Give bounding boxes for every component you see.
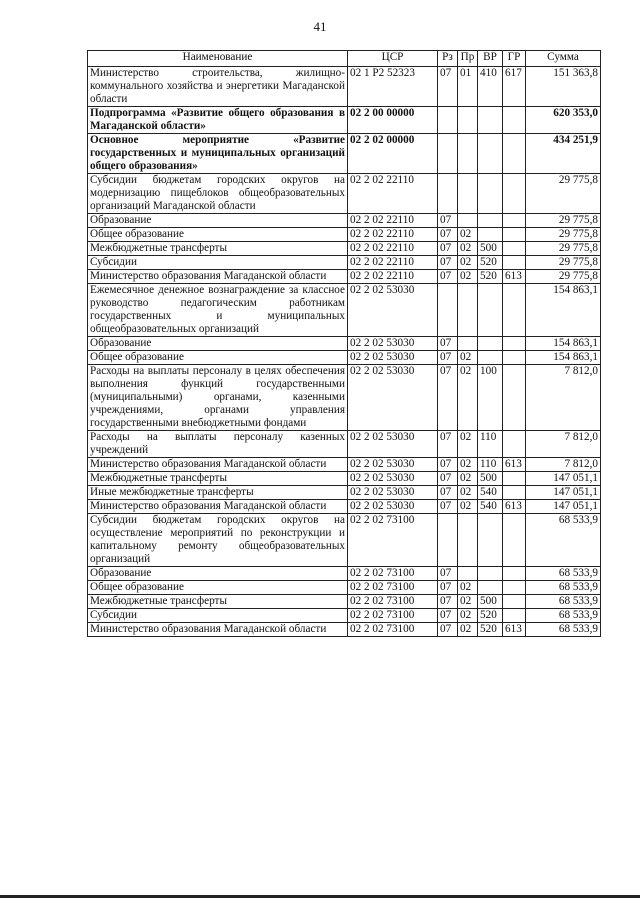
cell-csr: 02 1 Р2 52323 <box>348 67 438 107</box>
table-body <box>88 67 601 637</box>
table-row <box>88 351 601 365</box>
cell-vr <box>478 284 503 337</box>
cell-rz: 07 <box>438 458 458 472</box>
cell-vr <box>478 107 503 134</box>
cell-gr <box>503 107 526 134</box>
cell-sum: 29 775,8 <box>526 256 601 270</box>
cell-sum: 154 863,1 <box>526 351 601 365</box>
cell-rz: 07 <box>438 67 458 107</box>
cell-sum: 29 775,8 <box>526 174 601 214</box>
cell-csr: 02 2 02 53030 <box>348 365 438 431</box>
cell-pr <box>458 214 478 228</box>
cell-vr <box>478 174 503 214</box>
cell-vr: 500 <box>478 595 503 609</box>
cell-pr: 02 <box>458 609 478 623</box>
cell-pr: 02 <box>458 270 478 284</box>
cell-csr: 02 2 02 53030 <box>348 458 438 472</box>
table-row <box>88 486 601 500</box>
table-row <box>88 500 601 514</box>
table-header <box>88 51 601 67</box>
cell-csr: 02 2 02 73100 <box>348 581 438 595</box>
cell-pr: 02 <box>458 486 478 500</box>
table-row <box>88 174 601 214</box>
cell-name: Субсидии <box>88 609 348 623</box>
cell-gr <box>503 284 526 337</box>
header-pr: Пр <box>458 51 478 67</box>
cell-rz: 07 <box>438 351 458 365</box>
cell-sum: 29 775,8 <box>526 270 601 284</box>
cell-name: Межбюджетные трансферты <box>88 242 348 256</box>
cell-csr: 02 2 02 22110 <box>348 214 438 228</box>
cell-name: Субсидии бюджетам городских округов на осуществление мероприятий по реконструкции и капитальному ремонту общеобразовательных организаций <box>88 514 348 567</box>
cell-rz: 07 <box>438 214 458 228</box>
cell-pr: 02 <box>458 256 478 270</box>
cell-name: Общее образование <box>88 228 348 242</box>
cell-rz: 07 <box>438 337 458 351</box>
table-row <box>88 458 601 472</box>
cell-pr: 02 <box>458 500 478 514</box>
cell-pr: 01 <box>458 67 478 107</box>
cell-vr <box>478 134 503 174</box>
cell-vr: 500 <box>478 472 503 486</box>
cell-rz <box>438 514 458 567</box>
cell-csr: 02 2 02 73100 <box>348 595 438 609</box>
cell-name: Иные межбюджетные трансферты <box>88 486 348 500</box>
cell-name: Образование <box>88 337 348 351</box>
cell-sum: 154 863,1 <box>526 337 601 351</box>
cell-name: Министерство строительства, жилищно-коммунального хозяйства и энергетики Магаданской области <box>88 67 348 107</box>
table-row <box>88 514 601 567</box>
cell-rz: 07 <box>438 472 458 486</box>
table-row <box>88 581 601 595</box>
cell-vr: 410 <box>478 67 503 107</box>
cell-gr <box>503 431 526 458</box>
cell-rz: 07 <box>438 581 458 595</box>
table-row <box>88 256 601 270</box>
cell-sum: 68 533,9 <box>526 514 601 567</box>
header-name: Наименование <box>88 51 348 67</box>
cell-pr <box>458 174 478 214</box>
cell-name: Министерство образования Магаданской области <box>88 270 348 284</box>
cell-rz <box>438 107 458 134</box>
header-vr: ВР <box>478 51 503 67</box>
table-row <box>88 623 601 637</box>
cell-sum: 147 051,1 <box>526 472 601 486</box>
table-row <box>88 107 601 134</box>
cell-csr: 02 2 02 53030 <box>348 500 438 514</box>
cell-csr: 02 2 00 00000 <box>348 107 438 134</box>
cell-gr <box>503 472 526 486</box>
cell-vr: 520 <box>478 270 503 284</box>
cell-gr <box>503 351 526 365</box>
cell-name: Министерство образования Магаданской области <box>88 500 348 514</box>
cell-csr: 02 2 02 53030 <box>348 431 438 458</box>
cell-name: Субсидии бюджетам городских округов на модернизацию пищеблоков общеобразовательных организаций Магаданской области <box>88 174 348 214</box>
cell-name: Субсидии <box>88 256 348 270</box>
cell-sum: 154 863,1 <box>526 284 601 337</box>
table-row <box>88 595 601 609</box>
cell-csr: 02 2 02 73100 <box>348 623 438 637</box>
table-row <box>88 431 601 458</box>
cell-csr: 02 2 02 22110 <box>348 256 438 270</box>
cell-sum: 29 775,8 <box>526 214 601 228</box>
cell-vr: 520 <box>478 256 503 270</box>
cell-vr: 540 <box>478 486 503 500</box>
cell-rz <box>438 134 458 174</box>
cell-gr <box>503 567 526 581</box>
cell-csr: 02 2 02 53030 <box>348 486 438 500</box>
cell-name: Образование <box>88 567 348 581</box>
cell-gr <box>503 486 526 500</box>
cell-name: Образование <box>88 214 348 228</box>
cell-pr: 02 <box>458 472 478 486</box>
cell-rz: 07 <box>438 256 458 270</box>
cell-gr <box>503 609 526 623</box>
cell-vr: 100 <box>478 365 503 431</box>
cell-pr: 02 <box>458 581 478 595</box>
cell-sum: 434 251,9 <box>526 134 601 174</box>
cell-name: Межбюджетные трансферты <box>88 595 348 609</box>
cell-rz: 07 <box>438 567 458 581</box>
cell-pr: 02 <box>458 595 478 609</box>
cell-gr: 613 <box>503 270 526 284</box>
cell-pr <box>458 134 478 174</box>
table-row <box>88 365 601 431</box>
cell-vr: 110 <box>478 458 503 472</box>
cell-sum: 29 775,8 <box>526 242 601 256</box>
cell-sum: 68 533,9 <box>526 623 601 637</box>
cell-gr <box>503 214 526 228</box>
cell-sum: 7 812,0 <box>526 365 601 431</box>
table-row <box>88 242 601 256</box>
cell-csr: 02 2 02 53030 <box>348 337 438 351</box>
cell-pr <box>458 284 478 337</box>
cell-sum: 7 812,0 <box>526 458 601 472</box>
cell-name: Министерство образования Магаданской области <box>88 458 348 472</box>
cell-vr: 540 <box>478 500 503 514</box>
cell-rz: 07 <box>438 270 458 284</box>
cell-csr: 02 2 02 53030 <box>348 284 438 337</box>
header-csr: ЦСР <box>348 51 438 67</box>
cell-vr <box>478 351 503 365</box>
cell-pr: 02 <box>458 623 478 637</box>
cell-sum: 620 353,0 <box>526 107 601 134</box>
budget-table <box>87 50 601 637</box>
cell-name: Общее образование <box>88 351 348 365</box>
table-row <box>88 228 601 242</box>
table-row <box>88 284 601 337</box>
cell-rz: 07 <box>438 242 458 256</box>
cell-vr <box>478 514 503 567</box>
cell-csr: 02 2 02 22110 <box>348 242 438 256</box>
cell-sum: 68 533,9 <box>526 609 601 623</box>
header-gr: ГР <box>503 51 526 67</box>
cell-csr: 02 2 02 00000 <box>348 134 438 174</box>
cell-gr <box>503 256 526 270</box>
cell-csr: 02 2 02 73100 <box>348 567 438 581</box>
cell-pr <box>458 567 478 581</box>
cell-name: Межбюджетные трансферты <box>88 472 348 486</box>
cell-pr: 02 <box>458 242 478 256</box>
cell-rz <box>438 284 458 337</box>
cell-vr <box>478 214 503 228</box>
cell-csr: 02 2 02 22110 <box>348 228 438 242</box>
cell-gr <box>503 595 526 609</box>
cell-sum: 68 533,9 <box>526 595 601 609</box>
cell-gr <box>503 337 526 351</box>
cell-pr: 02 <box>458 228 478 242</box>
cell-vr <box>478 337 503 351</box>
cell-vr <box>478 567 503 581</box>
cell-name: Общее образование <box>88 581 348 595</box>
cell-rz: 07 <box>438 431 458 458</box>
cell-gr <box>503 134 526 174</box>
cell-gr: 613 <box>503 500 526 514</box>
cell-gr: 617 <box>503 67 526 107</box>
cell-pr: 02 <box>458 351 478 365</box>
cell-gr <box>503 581 526 595</box>
cell-gr <box>503 514 526 567</box>
cell-gr <box>503 228 526 242</box>
cell-gr: 613 <box>503 458 526 472</box>
cell-vr: 520 <box>478 623 503 637</box>
table-row <box>88 337 601 351</box>
bottom-rule <box>0 895 640 898</box>
cell-csr: 02 2 02 53030 <box>348 351 438 365</box>
cell-name: Ежемесячное денежное вознаграждение за классное руководство педагогическим работникам государственных и муниципальных общеобразовательных организаций <box>88 284 348 337</box>
cell-gr: 613 <box>503 623 526 637</box>
cell-gr <box>503 365 526 431</box>
cell-gr <box>503 242 526 256</box>
cell-pr: 02 <box>458 365 478 431</box>
cell-rz: 07 <box>438 486 458 500</box>
cell-name: Расходы на выплаты персоналу в целях обеспечения выполнения функций государственными (муниципальными) органами, казенными учреждениями, органами управления государственными внебюджетными фондами <box>88 365 348 431</box>
cell-sum: 147 051,1 <box>526 486 601 500</box>
table-row <box>88 214 601 228</box>
header-rz: Рз <box>438 51 458 67</box>
page-number: 41 <box>313 19 327 34</box>
cell-csr: 02 2 02 22110 <box>348 174 438 214</box>
cell-rz: 07 <box>438 228 458 242</box>
table-row <box>88 609 601 623</box>
cell-sum: 68 533,9 <box>526 567 601 581</box>
cell-sum: 147 051,1 <box>526 500 601 514</box>
cell-sum: 151 363,8 <box>526 67 601 107</box>
cell-rz: 07 <box>438 623 458 637</box>
cell-rz: 07 <box>438 609 458 623</box>
cell-name: Подпрограмма «Развитие общего образования в Магаданской области» <box>88 107 348 134</box>
cell-sum: 68 533,9 <box>526 581 601 595</box>
table-row <box>88 567 601 581</box>
cell-vr <box>478 581 503 595</box>
table-row <box>88 134 601 174</box>
cell-name: Основное мероприятие «Развитие государственных и муниципальных организаций общего образования» <box>88 134 348 174</box>
cell-name: Расходы на выплаты персоналу казенных учреждений <box>88 431 348 458</box>
table-row <box>88 67 601 107</box>
table-row <box>88 270 601 284</box>
cell-rz: 07 <box>438 500 458 514</box>
cell-pr <box>458 107 478 134</box>
cell-vr <box>478 228 503 242</box>
cell-vr: 520 <box>478 609 503 623</box>
cell-pr <box>458 514 478 567</box>
cell-sum: 7 812,0 <box>526 431 601 458</box>
cell-gr <box>503 174 526 214</box>
cell-pr: 02 <box>458 431 478 458</box>
cell-csr: 02 2 02 73100 <box>348 609 438 623</box>
cell-vr: 500 <box>478 242 503 256</box>
cell-pr: 02 <box>458 458 478 472</box>
cell-csr: 02 2 02 22110 <box>348 270 438 284</box>
header-sum: Сумма <box>526 51 601 67</box>
cell-csr: 02 2 02 53030 <box>348 472 438 486</box>
cell-pr <box>458 337 478 351</box>
cell-rz <box>438 174 458 214</box>
cell-rz: 07 <box>438 365 458 431</box>
table-row <box>88 472 601 486</box>
cell-sum: 29 775,8 <box>526 228 601 242</box>
cell-name: Министерство образования Магаданской области <box>88 623 348 637</box>
cell-csr: 02 2 02 73100 <box>348 514 438 567</box>
cell-rz: 07 <box>438 595 458 609</box>
cell-vr: 110 <box>478 431 503 458</box>
